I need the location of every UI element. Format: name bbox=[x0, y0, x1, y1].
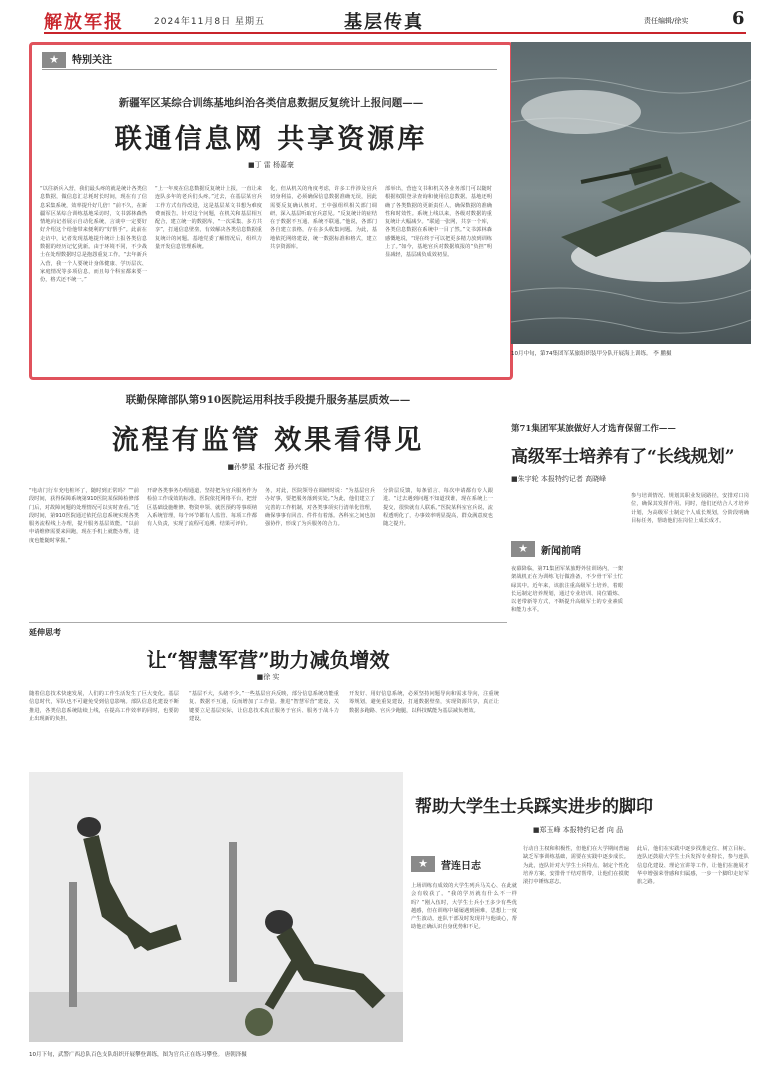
feature-tag bbox=[42, 51, 112, 67]
article3-byline: ■朱宇轮 本报特约记者 高晓峰 bbox=[511, 475, 607, 483]
article4-byline: ■徐 实 bbox=[256, 673, 280, 681]
article3-column-2: 参与培训情况、规划其职业发展路径，安排对口岗位，确保其发挥作用。同时，他们还结合人才培养计划，为高级军士制定个人成长规划，分阶段明确目标任务，帮助他们在岗位上成长成才。 bbox=[631, 493, 749, 524]
article5-column-1: 上场训练有成效的大学生列兵马关心、在此就会有收获了。“我的学历就有什么不一样吗？”刚入伍时，大学生士兵小王多少有些优越感，但在训练中屡屡遇到困难，思想上一度产生波动。连队干部及时发现并与他谈心，帮助他正确认识自身优势和不足。 bbox=[411, 883, 517, 931]
article1-byline: ■丁 雷 杨嘉豪 bbox=[247, 161, 295, 169]
news-tag bbox=[511, 540, 621, 558]
masthead bbox=[44, 6, 746, 34]
photo-amphibious-tanks bbox=[511, 42, 751, 344]
article3-column-1: 夜幕降临，第71集团军某旅野外驻训场内，一架架战机正在为训练飞行做准备，不少骨干军士忙碌其中。近年来，该旅注重高级军士培养，着眼长远制定培养规划，通过专业培训、岗位锻炼、以老带新等方式，不断提升高级军士的专业素质和能力水平。 bbox=[511, 566, 623, 614]
featured-article-box bbox=[29, 42, 513, 380]
issue-date: 2024年11月8日 星期五 bbox=[154, 17, 265, 27]
article1-headline: 联通信息网 共享资源库 bbox=[114, 124, 428, 155]
article2-column-1: “电动门行车充电桩坏了，随时到正常吗？”“前段时间，获得保障系统第910医院某保障检修部门后，对故障问题的处理情况可以实时查看。”近段时间，第910医院通过依托信息系统实现各类服务流程线上办理，提升服务基层效能。“以前申请维修需要来回跑，现在手机上就能办理，进度也能随时掌握。” bbox=[29, 488, 139, 544]
article1-column-4: 部举出，营连文书和机关各业务部门可以随时根据权限登录查询和使用信息数据。基地还明确了各类数据的更新责任人，确保数据的准确性和时效性。系统上线以来，各级对数据的重复统计大幅减少。“联通一张网，共享一个库，各类信息数据在系统中一目了然。”文书郭林森感慨地说，“现在终于可以把更多精力放到训练上了。”如今，基地官兵对数据填报的“负担”明显减轻，基层减负成效初显。 bbox=[385, 186, 492, 259]
amphibious-tank-photo-icon bbox=[511, 42, 751, 344]
article3-kicker: 第71集团军某旅做好人才选育保留工作—— bbox=[511, 424, 676, 434]
article4-tag: 延伸思考 bbox=[29, 622, 507, 639]
news-tag-label: 新闻前哨 bbox=[541, 545, 581, 557]
article2-column-4: 分阶层反馈，每条留言、每次申请都有专人跟进。“过去遇到问题不知道找谁，现在系统上一提交，很快就有人联系。”医院某科室官兵说，流程透明化了，办事效率明显提高，群众满意度也随之提升。 bbox=[383, 488, 493, 528]
star-icon: ★ bbox=[42, 52, 66, 68]
article3-headline: 高级军士培养有了“长线规划” bbox=[511, 447, 735, 467]
article4-column-2: “基层不大，头绪不少。”一些基层官兵反映，部分信息系统功能重复、数据不互通，反而增加了工作量。推进“智慧军营”建设，关键要立足基层实际，让信息技术真正服务于官兵、服务于战斗力建设。 bbox=[189, 691, 339, 722]
star-icon: ★ bbox=[511, 541, 535, 557]
star-icon: ★ bbox=[411, 856, 435, 872]
article2-kicker: 联勤保障部队第910医院运用科技手段提升服务基层质效—— bbox=[125, 394, 411, 406]
article4-headline: 让“智慧军营”助力减负增效 bbox=[146, 648, 390, 672]
camp-log-tag-label: 营连日志 bbox=[441, 860, 481, 872]
article1-column-2: “上一年度在信息数据反复统计上报，一直让来连队多年的老兵们头疼。”过去，在基层某官兵工作方式有待改进，这是基层某文书想为难度费而报告。针对这个问题，在机关和基层相互配合，建立统一的数据库，“一次采集、多方共享”，打通信息壁垒，有效解决各类信息数据重复统计的问题。基地党委了解情况后，组织力量开发信息管理系统。 bbox=[155, 186, 262, 251]
article4-column-1: 随着信息技术快速发展，人们的工作生活发生了巨大变化。基层信息时代，军队也不可避免受到信息影响。部队信息化建设不断推进，各类信息系统陆续上线，在提高工作效率的同时，也要防止出现新的负担。 bbox=[29, 691, 179, 722]
article2-column-2: 开辟各类事务办理通道，坚持把为官兵服务作为检验工作成效的标准。医院依托网络平台，把营区基础设施维修、物资申领、就医预约等事项纳入系统管理，每个环节都有人监管、每项工作都有人负责，实现了流程可追溯、结果可评价。 bbox=[147, 488, 257, 528]
section-title: 基层传真 bbox=[344, 12, 424, 33]
article2-column-3: 务，对此，医院领导在调研时说：“为基层官兵办好事，要把服务落到实处。”为此，他们建立了完善的工作机制，对各类事项实行清单化管理，确保事事有回音、件件有着落。各科室之间也加强协作，形成了为兵服务的合力。 bbox=[265, 488, 375, 528]
article1-kicker: 新疆军区某综合训练基地纠治各类信息数据反复统计上报问题—— bbox=[118, 97, 424, 109]
article4-column-3: 开发好、用好信息系统，必须坚持问题导向和需求导向，注重统筹规划，避免重复建设，打通数据壁垒，实现资源共享，真正让数据多跑路、官兵少跑腿，以科技赋能为基层减负增效。 bbox=[349, 691, 499, 714]
page-number: 6 bbox=[732, 8, 745, 29]
camp-log-tag bbox=[411, 855, 501, 873]
article2-headline: 流程有监管 效果看得见 bbox=[111, 425, 425, 456]
article5-headline: 帮助大学生士兵踩实进步的脚印 bbox=[415, 797, 653, 817]
divider bbox=[42, 69, 497, 70]
article5-column-2: 行动自主权和积极性，但他们在大学期间普遍缺乏军事训练基础，需要在实践中逐步成长。为此，连队针对大学生士兵特点，制定个性化培养方案，安排骨干结对帮带，让他们在摸爬滚打中锤炼意志。 bbox=[523, 846, 629, 886]
photo1-caption: 10月中旬，第74集团军某旅组织装甲分队开展海上训练。 李 鹏摄 bbox=[511, 351, 672, 357]
editor-credit: 责任编辑/徐实 bbox=[644, 17, 689, 25]
article5-column-3: 此后，他们在实践中逐步找准定位、树立目标。连队还鼓励大学生士兵发挥专业特长，参与连队信息化建设、理论宣讲等工作，让他们在施展才华中增强荣誉感和归属感，一步一个脚印走好军旅之路。 bbox=[637, 846, 749, 886]
feature-tag-label: 特别关注 bbox=[72, 55, 112, 66]
article1-column-1: “以往新兵入营，我们最头疼的就是统计各类信息数据，做信息汇总耗时长时间，现在有了信息采集系统，效率提升好几倍！”前不久，在新疆军区某综合训练基地采访时，文书郭林森热情地向记者展示自动化系统，言谈中一定要好好介绍这个给他带来便利的“好帮手”。此前在走访中，记者发现基地提升统计上报各类信息数据的经历记忆犹新。由于环境不同，不少战士在处理数据时总是抱怨重复工作。“去年新兵入营，我一个人要统计身体健康、学历层次、家庭情况等多项信息，而且每个科室都来要一份，格式还不统一。” bbox=[40, 186, 147, 284]
photo-climbing-training bbox=[29, 772, 403, 1042]
article5-byline: ■郑玉峰 本报特约记者 向 品 bbox=[532, 826, 624, 834]
article2-byline: ■孙梦星 本报记者 孙兴维 bbox=[227, 463, 309, 471]
article1-column-3: 化，但从机关的角度考虑，许多工作涉及官兵切身利益，必须确保信息数据准确无误，因此需要反复确认核对。王中强组织相关部门调研，深入基层听取官兵意见。“反复统计的症结在于数据不互通、系统不联通。”他说，各部门各自建立表格，存在多头收集问题。为此，基地依托网络建设，统一数据标准和格式，建立共享资源库。 bbox=[270, 186, 377, 251]
photo2-caption: 10月下旬，武警广西总队百色支队组织开展攀登训练，图为官兵正在练习攀登。 唐朝泽摄 bbox=[29, 1052, 247, 1058]
climbing-soldiers-photo-icon bbox=[29, 772, 403, 1042]
newspaper-logo: 解放军报 bbox=[44, 12, 124, 33]
